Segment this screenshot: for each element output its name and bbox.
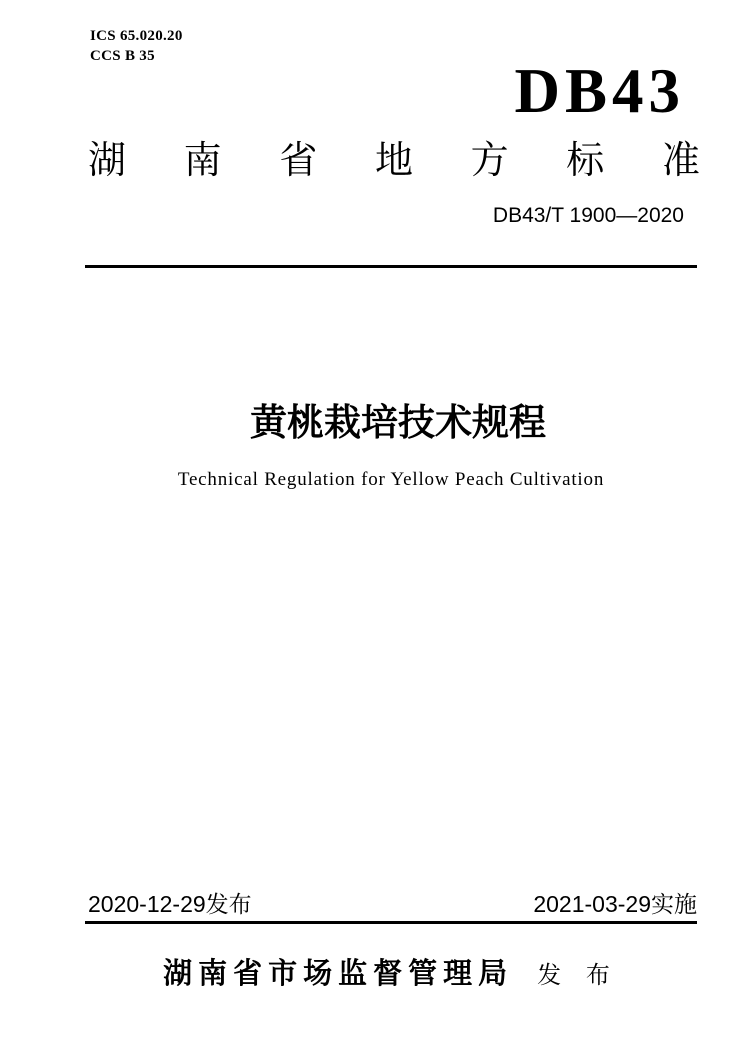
publisher-row bbox=[85, 955, 697, 995]
publish-action-label: 发 布 bbox=[537, 962, 619, 989]
issue-date: 2020-12-29发布 bbox=[88, 891, 252, 917]
db43-logo: DB43 bbox=[514, 56, 685, 126]
document-title-chinese: 黄桃栽培技术规程 bbox=[250, 402, 546, 443]
standard-category-title: 湖 南 省 地 方 标 准 bbox=[88, 140, 700, 182]
top-horizontal-rule bbox=[85, 265, 697, 268]
standard-number: DB43/T 1900—2020 bbox=[492, 204, 684, 227]
document-title-english: Technical Regulation for Yellow Peach Cultivation bbox=[177, 469, 605, 490]
bottom-horizontal-rule bbox=[85, 921, 697, 924]
dates-row bbox=[88, 890, 697, 918]
ccs-code: CCS B 35 bbox=[90, 48, 155, 64]
classification-codes bbox=[90, 26, 183, 66]
ics-code: ICS 65.020.20 bbox=[90, 28, 183, 44]
publisher-name: 湖南省市场监督管理局 bbox=[163, 958, 514, 990]
implement-date: 2021-03-29实施 bbox=[533, 891, 697, 917]
